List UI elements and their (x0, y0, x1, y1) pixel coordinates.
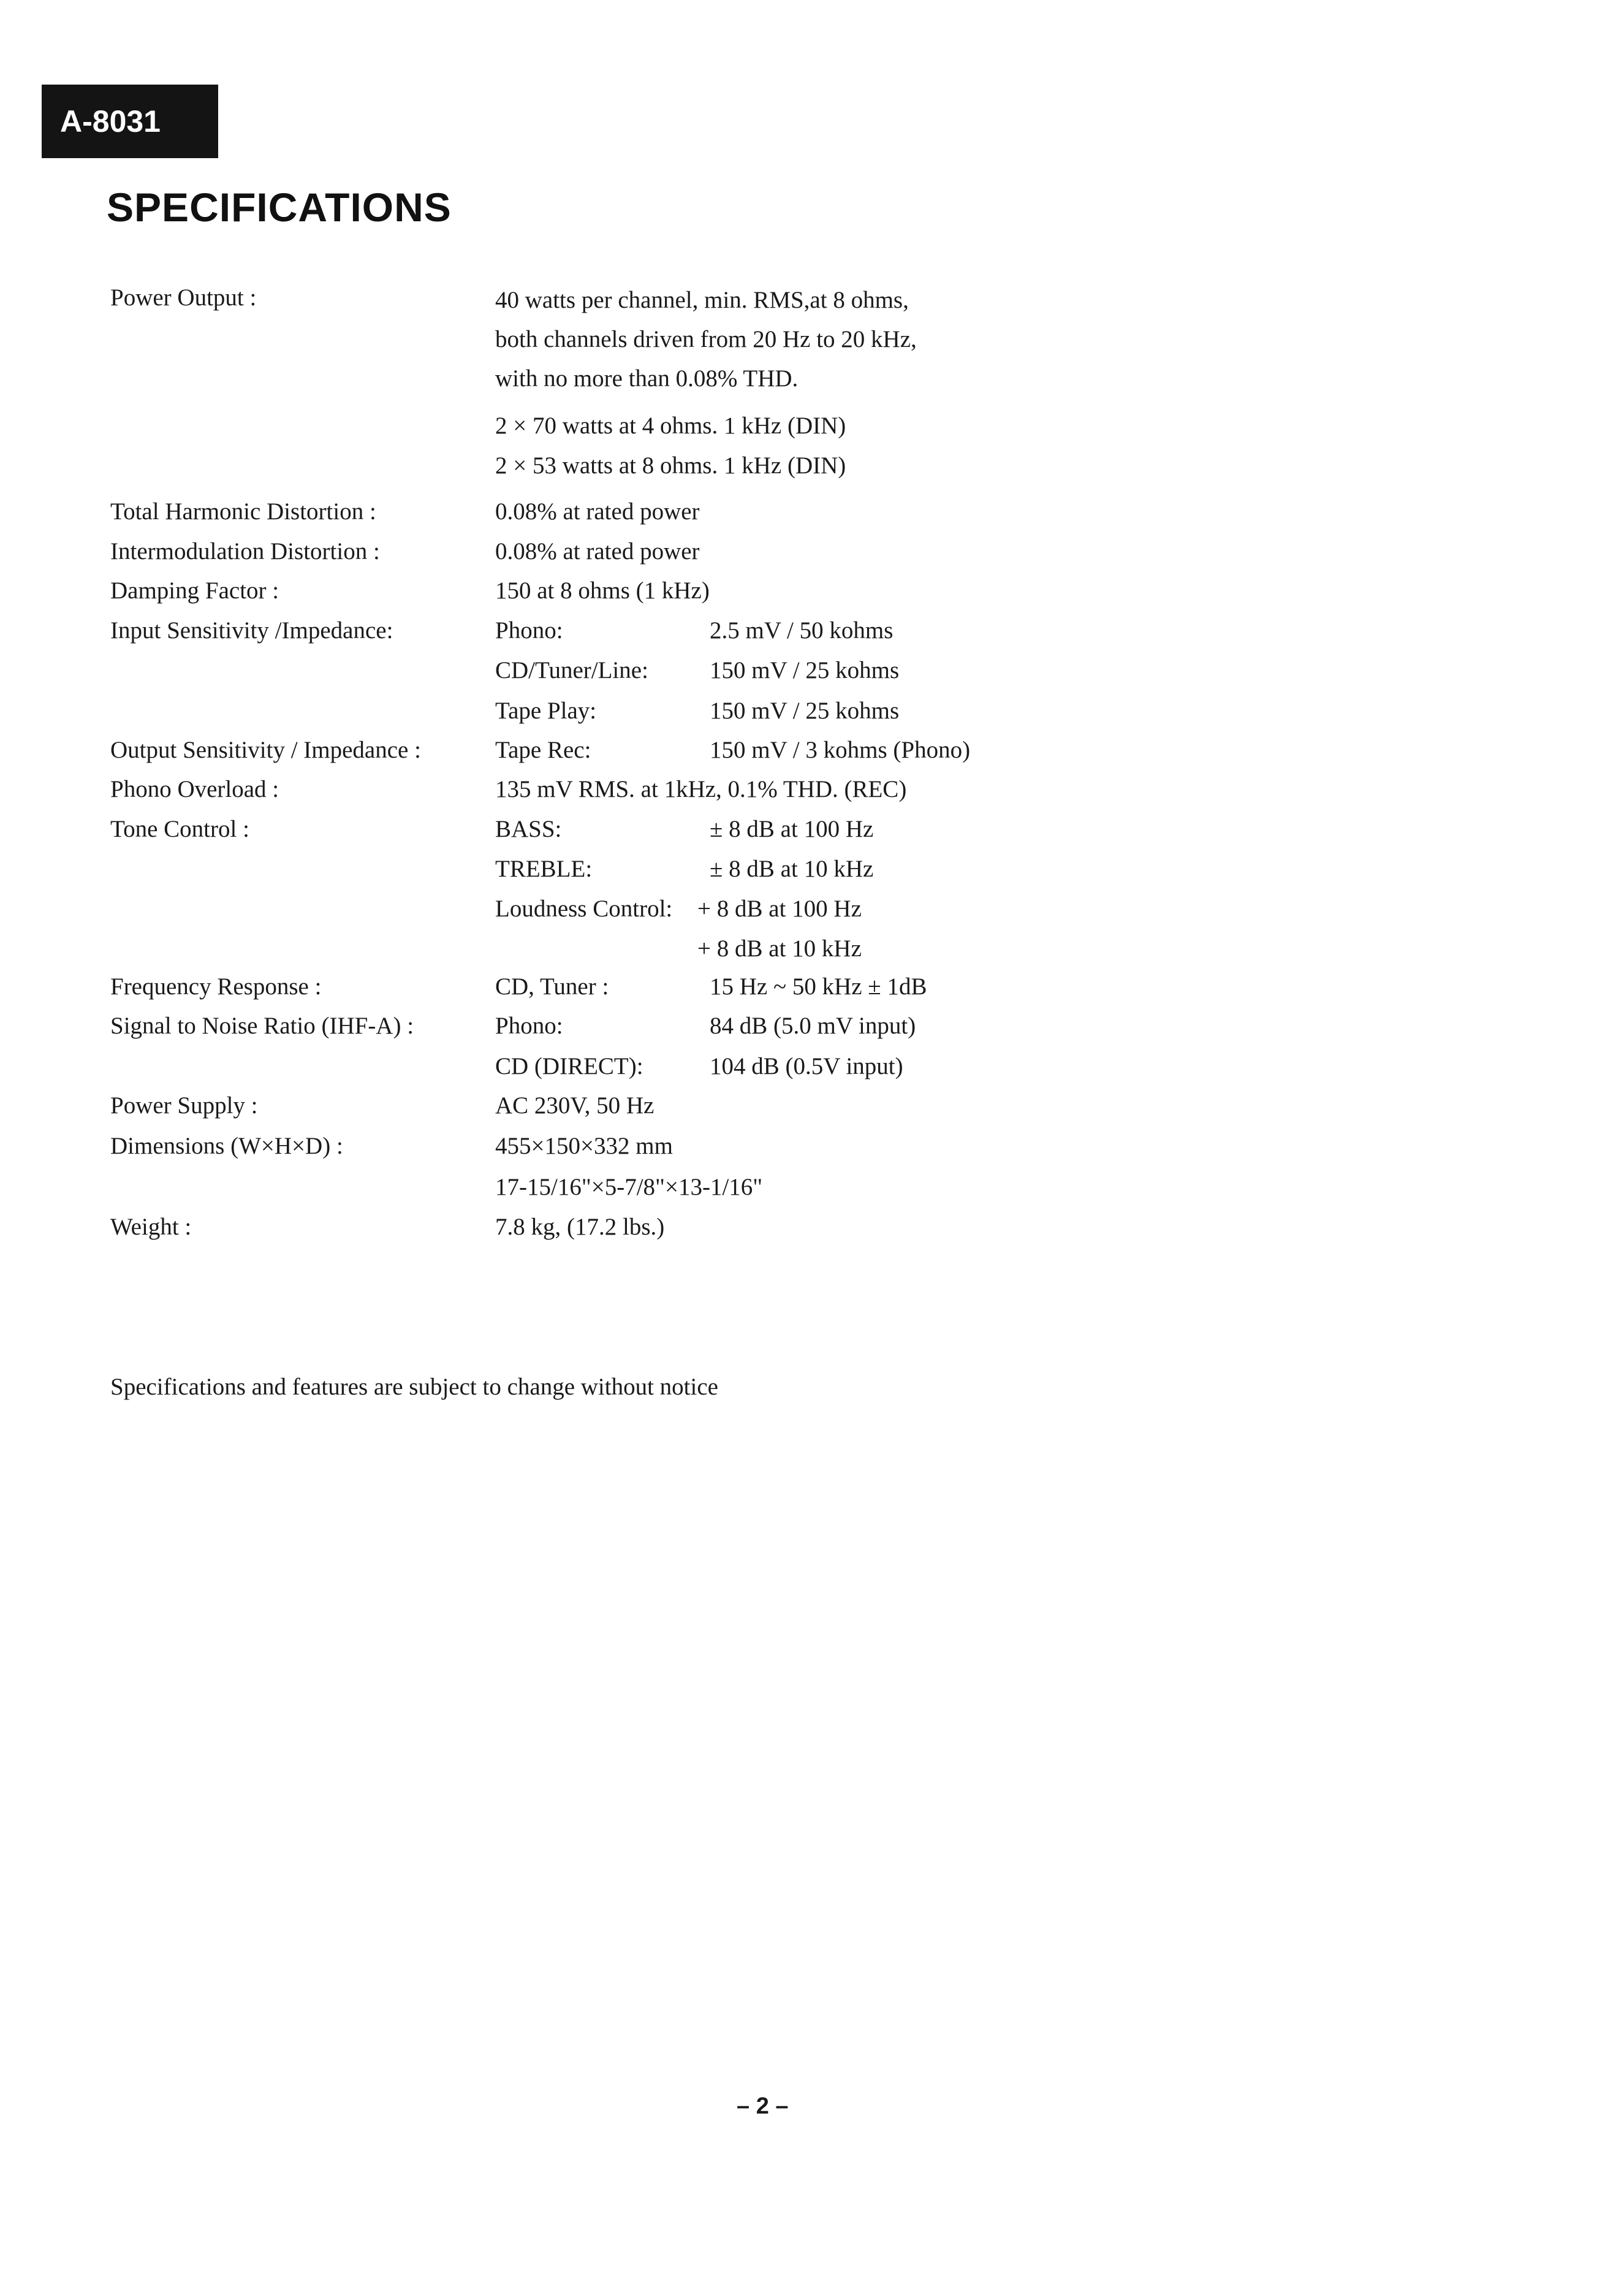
spec-value: + 8 dB at 100 Hz (697, 896, 862, 922)
spec-value: 455×150×332 mm (495, 1133, 673, 1159)
spec-value: ± 8 dB at 10 kHz (710, 856, 874, 882)
spec-value: 104 dB (0.5V input) (710, 1053, 903, 1079)
spec-value: 150 at 8 ohms (1 kHz) (495, 577, 710, 604)
spec-value: + 8 dB at 10 kHz (697, 935, 862, 962)
spec-label-thd: Total Harmonic Distortion : (110, 498, 376, 525)
page-title: SPECIFICATIONS (107, 185, 452, 230)
spec-sublabel: Tape Play: (495, 698, 597, 724)
spec-label-frequency-response: Frequency Response : (110, 973, 322, 1000)
spec-value: 2.5 mV / 50 kohms (710, 617, 894, 644)
spec-sublabel: TREBLE: (495, 856, 593, 882)
model-badge: A-8031 (42, 85, 218, 158)
spec-value: 15 Hz ~ 50 kHz ± 1dB (710, 973, 927, 1000)
spec-label-output-sensitivity: Output Sensitivity / Impedance : (110, 737, 421, 763)
spec-sublabel: CD/Tuner/Line: (495, 657, 648, 683)
spec-value: 150 mV / 25 kohms (710, 698, 900, 724)
spec-sublabel: Tape Rec: (495, 737, 591, 763)
spec-value: both channels driven from 20 Hz to 20 kHz, (495, 326, 917, 352)
page-number: – 2 – (737, 2093, 789, 2119)
spec-sublabel: BASS: (495, 816, 562, 842)
spec-label-power-output: Power Output : (110, 284, 257, 311)
spec-label-imd: Intermodulation Distortion : (110, 538, 380, 565)
spec-value: 2 × 53 watts at 8 ohms. 1 kHz (DIN) (495, 452, 846, 479)
spec-value: 2 × 70 watts at 4 ohms. 1 kHz (DIN) (495, 413, 846, 439)
spec-value: ± 8 dB at 100 Hz (710, 816, 874, 842)
spec-label-tone-control: Tone Control : (110, 816, 249, 842)
spec-value: 135 mV RMS. at 1kHz, 0.1% THD. (REC) (495, 776, 907, 802)
spec-value: AC 230V, 50 Hz (495, 1092, 655, 1119)
spec-label-snr: Signal to Noise Ratio (IHF-A) : (110, 1013, 414, 1039)
spec-value: 150 mV / 3 kohms (Phono) (710, 737, 971, 763)
spec-label-phono-overload: Phono Overload : (110, 776, 279, 802)
spec-label-input-sensitivity: Input Sensitivity /Impedance: (110, 617, 393, 644)
spec-sublabel: Loudness Control: (495, 896, 673, 922)
spec-value: 150 mV / 25 kohms (710, 657, 900, 683)
spec-value: 17-15/16"×5-7/8"×13-1/16" (495, 1174, 763, 1200)
spec-value: 84 dB (5.0 mV input) (710, 1013, 916, 1039)
spec-label-weight: Weight : (110, 1214, 192, 1240)
spec-value: 40 watts per channel, min. RMS,at 8 ohms, (495, 287, 909, 313)
spec-sublabel: CD, Tuner : (495, 973, 609, 1000)
spec-sublabel: Phono: (495, 1013, 563, 1039)
spec-label-power-supply: Power Supply : (110, 1092, 258, 1119)
spec-label-damping-factor: Damping Factor : (110, 577, 279, 604)
spec-value: 0.08% at rated power (495, 538, 700, 565)
footnote: Specifications and features are subject to change without notice (110, 1374, 718, 1400)
spec-value: 7.8 kg, (17.2 lbs.) (495, 1214, 665, 1240)
spec-sublabel: CD (DIRECT): (495, 1053, 643, 1079)
spec-label-dimensions: Dimensions (W×H×D) : (110, 1133, 343, 1159)
spec-value: 0.08% at rated power (495, 498, 700, 525)
spec-sublabel: Phono: (495, 617, 563, 644)
spec-value: with no more than 0.08% THD. (495, 365, 799, 392)
